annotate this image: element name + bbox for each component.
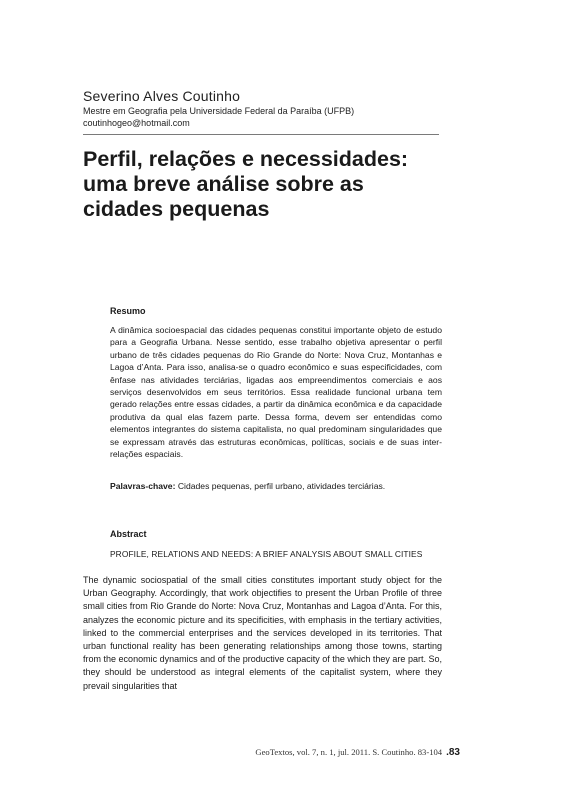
keywords-label: Palavras-chave: xyxy=(110,481,176,491)
resumo-text: A dinâmica socioespacial das cidades pequenas constitui importante objeto de estudo para a Geografia Urbana. Nesse sentido, esse trabalho objetiva apresentar o perfil urbano de três cidades pequenas do Rio Grande do Norte: Nova Cruz, Montanhas e Lagoa d’Anta. Para isso, analisa-se o quadro econômico e suas especificidades, com ênfase nas atividades terciárias, ligadas aos empreendimentos comerciais e aos serviços desenvolvidos em seus territórios. Essa realidade funcional urbana tem gerado relações entre essas cidades, a partir da dinâmica econômica e da capacidade produtiva da qual elas fazem parte. Dessa forma, devem ser entendidas como elementos integrantes do sistema capitalista, no qual predominam singularidades que se expressam através das estruturas econômicas, políticas, sociais e de suas inter-relações espaciais. xyxy=(110,325,442,460)
page-footer xyxy=(210,747,460,758)
abstract-heading: Abstract xyxy=(110,529,147,539)
keywords-text: Cidades pequenas, perfil urbano, atividades terciárias. xyxy=(177,481,386,491)
author-affiliation: Mestre em Geografia pela Universidade Federal da Paraíba (UFPB) xyxy=(83,106,355,116)
author-email: coutinhogeo@hotmail.com xyxy=(83,118,190,128)
abstract-text: The dynamic sociospatial of the small cities constitutes important study object for the Urban Geography. Accordingly, that work objectifies to present the Urban Profile of three small cities from Rio Grande do Norte: Nova Cruz, Montanhas and Lagoa d’Anta. For this, analyzes the economic picture and its specificities, with emphasis in the tertiary activities, linked to the commercial enterprises and the services developed in its territories. That urban functional reality has been generating relationships among those towns, starting from the economic dynamics and of the productive capacity of the which they are part. So, they should be understood as integral elements of the capitalist system, where they prevail singularities that xyxy=(83,575,442,691)
article-title: Perfil, relações e necessidades: uma breve análise sobre as cidades pequenas xyxy=(83,147,409,221)
author-name: Severino Alves Coutinho xyxy=(83,88,241,104)
keywords-line xyxy=(110,480,442,492)
abstract-subtitle: PROFILE, RELATIONS AND NEEDS: A BRIEF ANALYSIS ABOUT SMALL CITIES xyxy=(110,549,423,559)
resumo-heading: Resumo xyxy=(110,306,146,316)
author-block xyxy=(83,88,443,129)
header-divider xyxy=(83,134,439,135)
footer-citation: GeoTextos, vol. 7, n. 1, jul. 2011. S. Coutinho. 83-104 xyxy=(255,747,443,757)
page-number: .83 xyxy=(446,747,460,758)
